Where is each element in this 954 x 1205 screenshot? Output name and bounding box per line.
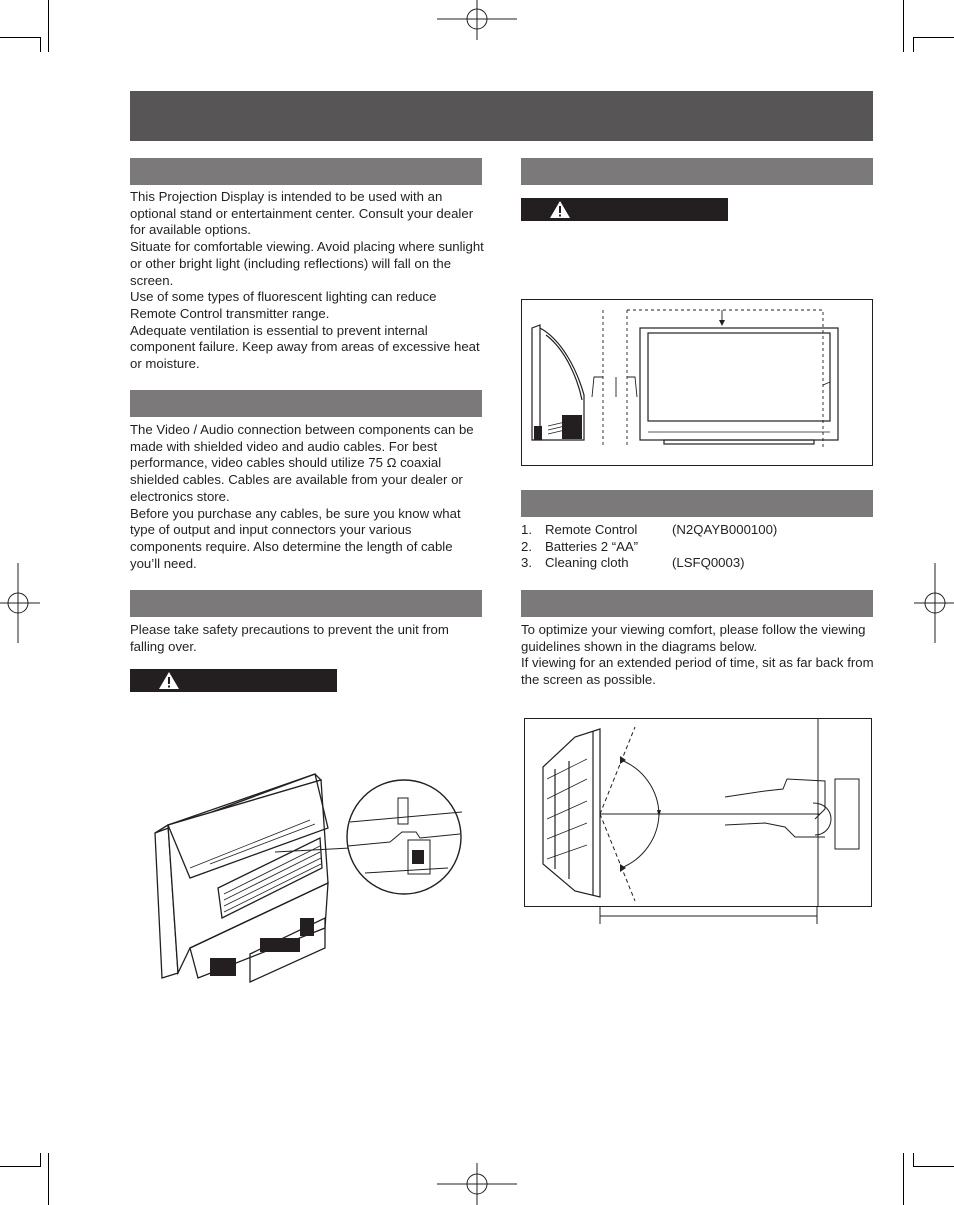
item-name: Cleaning cloth xyxy=(545,555,629,571)
item-number: 1. xyxy=(521,522,532,537)
item-name: Remote Control xyxy=(545,522,638,537)
safety-warning-bar xyxy=(130,669,337,692)
safety-text xyxy=(130,622,486,655)
viewing-section-header xyxy=(521,590,873,617)
registration-mark-icon xyxy=(437,1163,517,1205)
registration-mark-icon xyxy=(0,563,40,643)
rear-set-illustration xyxy=(150,768,462,983)
item-name: Batteries 2 “AA” xyxy=(545,538,639,554)
viewing-paragraph: To optimize your viewing comfort, please follow the viewing guidelines shown in the diagrams below. xyxy=(521,622,866,654)
location-paragraph: This Projection Display is intended to be used with an optional stand or entertainment center. Consult your dealer for available options. xyxy=(130,189,474,238)
list-item xyxy=(521,539,873,556)
page-title-banner xyxy=(130,91,873,141)
cables-text xyxy=(130,422,486,572)
safety-section-header xyxy=(130,590,482,617)
location-section-header xyxy=(130,158,482,185)
accessories-section-header xyxy=(521,490,873,517)
warning-triangle-icon xyxy=(549,200,571,219)
distance-dimension-line xyxy=(598,906,820,926)
item-number: 2. xyxy=(521,538,532,554)
clearance-diagram xyxy=(521,299,873,466)
location-paragraph: Use of some types of fluorescent lighting can reduce Remote Control transmitter range. xyxy=(130,289,437,321)
viewing-text xyxy=(521,622,877,689)
location-text xyxy=(130,189,486,373)
location-paragraph: Adequate ventilation is essential to prevent internal component failure. Keep away from areas of excessive heat or moisture. xyxy=(130,322,480,372)
clearance-drawing xyxy=(522,300,872,465)
item-code: (LSFQ0003) xyxy=(672,555,745,571)
cables-paragraph: The Video / Audio connection between components can be made with shielded video and audio cables. For best performance, video cables should utilize 75 Ω coaxial shielded cables. Cables are available from your dealer or electronics store. xyxy=(130,422,474,504)
location-paragraph: Situate for comfortable viewing. Avoid placing where sunlight or other bright light (including reflections) will fall on the screen. xyxy=(130,239,484,288)
installation-warning-bar xyxy=(521,198,728,221)
item-code: (N2QAYB000100) xyxy=(672,522,778,537)
installation-section-header xyxy=(521,158,873,185)
list-item xyxy=(521,522,873,539)
cables-section-header xyxy=(130,390,482,417)
cables-paragraph: Before you purchase any cables, be sure you know what type of output and input connectors your various components require. Also determine the length of cable you’ll need. xyxy=(130,505,461,571)
item-number: 3. xyxy=(521,555,532,571)
registration-mark-icon xyxy=(914,563,954,643)
accessories-list xyxy=(521,522,873,572)
registration-mark-icon xyxy=(437,0,517,40)
warning-triangle-icon xyxy=(158,671,180,690)
viewing-paragraph: If viewing for an extended period of time, sit as far back from the screen as possible. xyxy=(521,655,874,688)
list-item xyxy=(521,555,873,572)
viewing-drawing xyxy=(525,719,871,906)
safety-paragraph: Please take safety precautions to prevent the unit from falling over. xyxy=(130,622,449,654)
viewing-distance-diagram xyxy=(524,718,872,907)
